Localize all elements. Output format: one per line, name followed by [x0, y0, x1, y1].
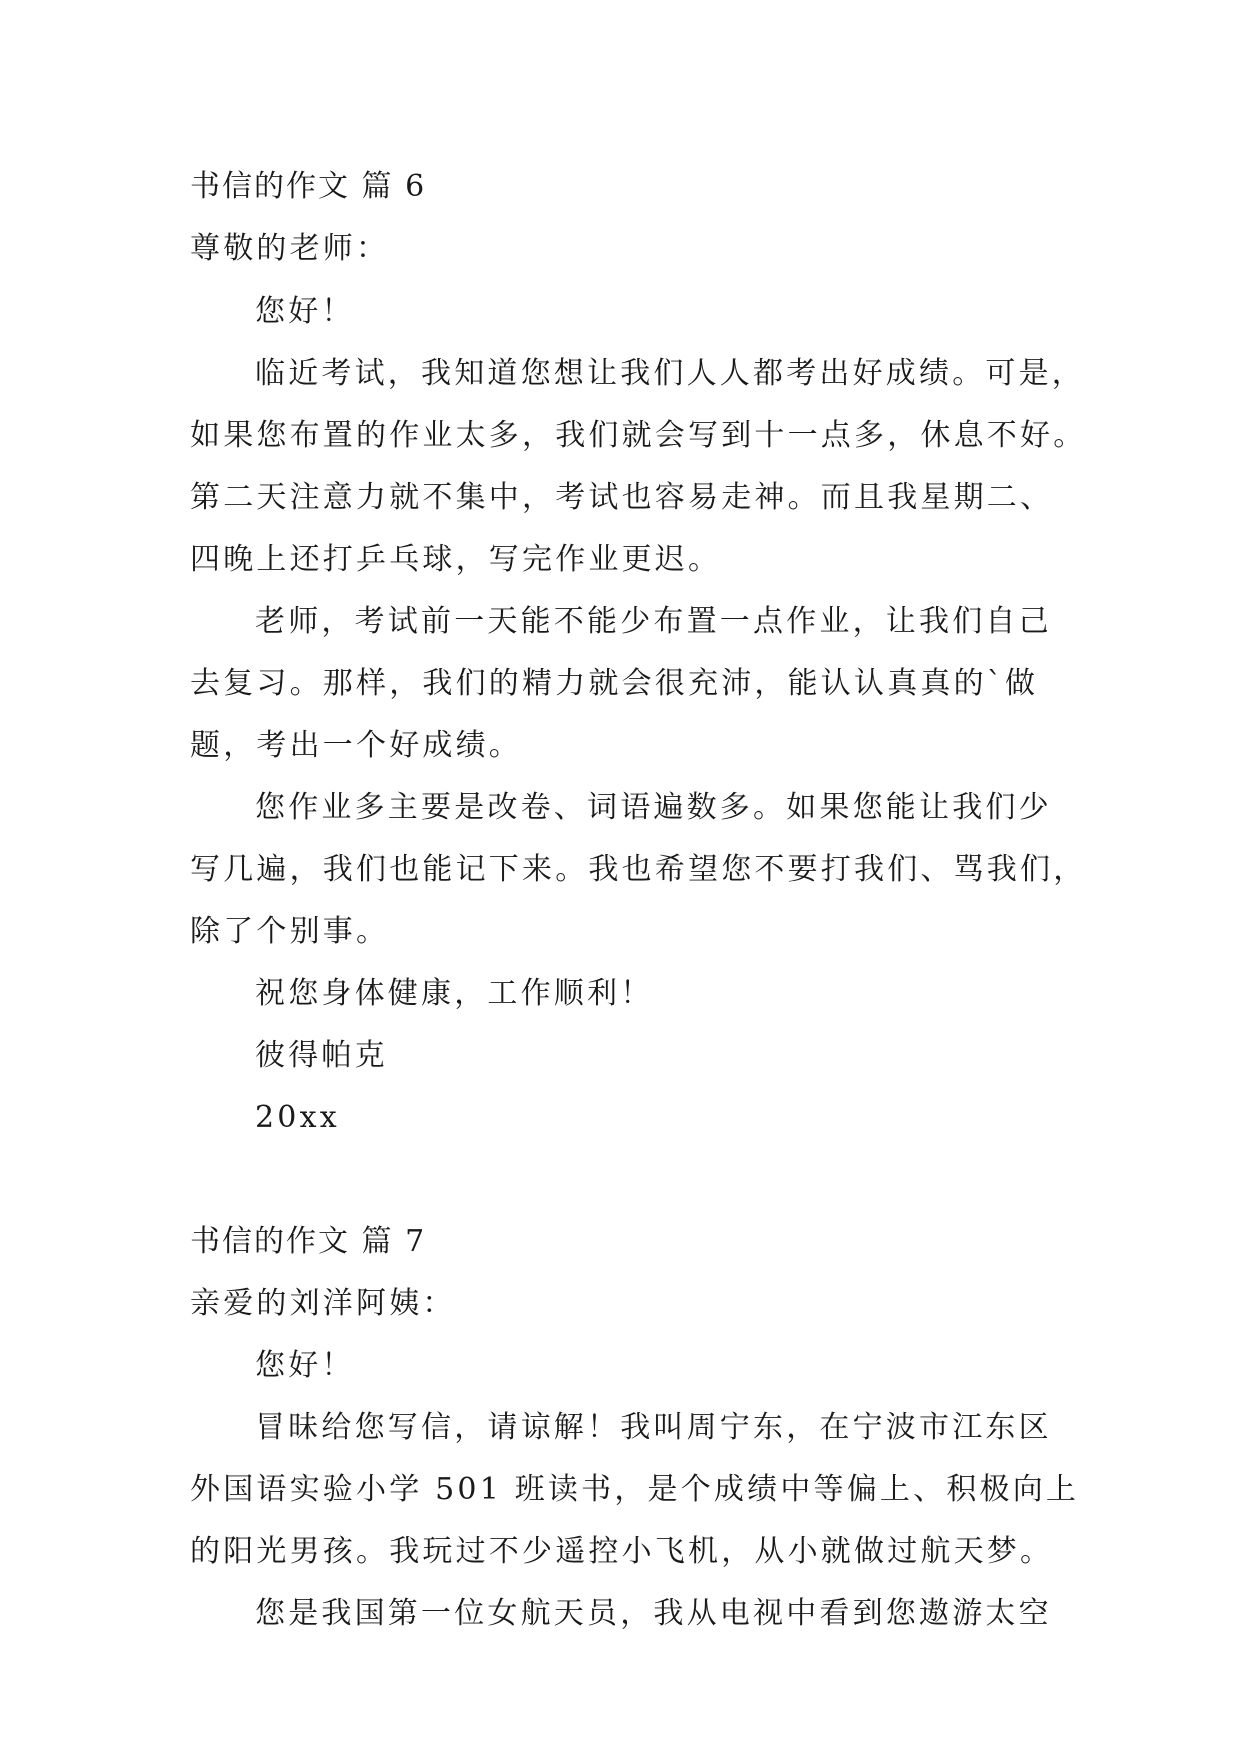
letter6-p3-line2: 写几遍，我们也能记下来。我也希望您不要打我们、骂我们， [190, 852, 1087, 887]
letter7-p1-line2: 外国语实验小学 501 班读书，是个成绩中等偏上、积极向上 [190, 1472, 1080, 1507]
letter6-signature: 彼得帕克 [255, 1038, 388, 1073]
letter6-p1-line1: 临近考试，我知道您想让我们人人都考出好成绩。可是， [255, 356, 1085, 391]
letter6-p3-line3: 除了个别事。 [190, 914, 390, 949]
letter6-p2-line1: 老师，考试前一天能不能少布置一点作业，让我们自己 [255, 604, 1052, 639]
letter7-heading: 书信的作文 篇 7 [190, 1224, 427, 1259]
letter6-closing: 祝您身体健康，工作顺利！ [255, 976, 654, 1011]
letter7-p1-line1: 冒昧给您写信，请谅解！我叫周宁东，在宁波市江东区 [255, 1410, 1052, 1445]
letter6-salutation: 尊敬的老师： [190, 231, 390, 266]
letter7-p1-line3: 的阳光男孩。我玩过不少遥控小飞机，从小就做过航天梦。 [190, 1534, 1054, 1569]
letter6-p2-line2: 去复习。那样，我们的精力就会很充沛，能认认真真的`做 [190, 666, 1039, 701]
letter6-p2-line3: 题，考出一个好成绩。 [190, 728, 522, 763]
letter6-p3-line1: 您作业多主要是改卷、词语遍数多。如果您能让我们少 [255, 790, 1052, 825]
letter6-p1-line4: 四晚上还打乒乓球，写完作业更迟。 [190, 542, 722, 577]
letter6-date: 20xx [255, 1100, 340, 1135]
letter7-salutation: 亲爱的刘洋阿姨： [190, 1286, 456, 1321]
letter6-heading: 书信的作文 篇 6 [190, 169, 427, 204]
letter7-greeting: 您好！ [255, 1348, 355, 1383]
letter6-p1-line3: 第二天注意力就不集中，考试也容易走神。而且我星期二、 [190, 480, 1054, 515]
letter6-p1-line2: 如果您布置的作业太多，我们就会写到十一点多，休息不好。 [190, 418, 1087, 453]
letter6-greeting: 您好！ [255, 294, 355, 329]
letter7-p2-line1: 您是我国第一位女航天员，我从电视中看到您遨游太空 [255, 1596, 1052, 1631]
